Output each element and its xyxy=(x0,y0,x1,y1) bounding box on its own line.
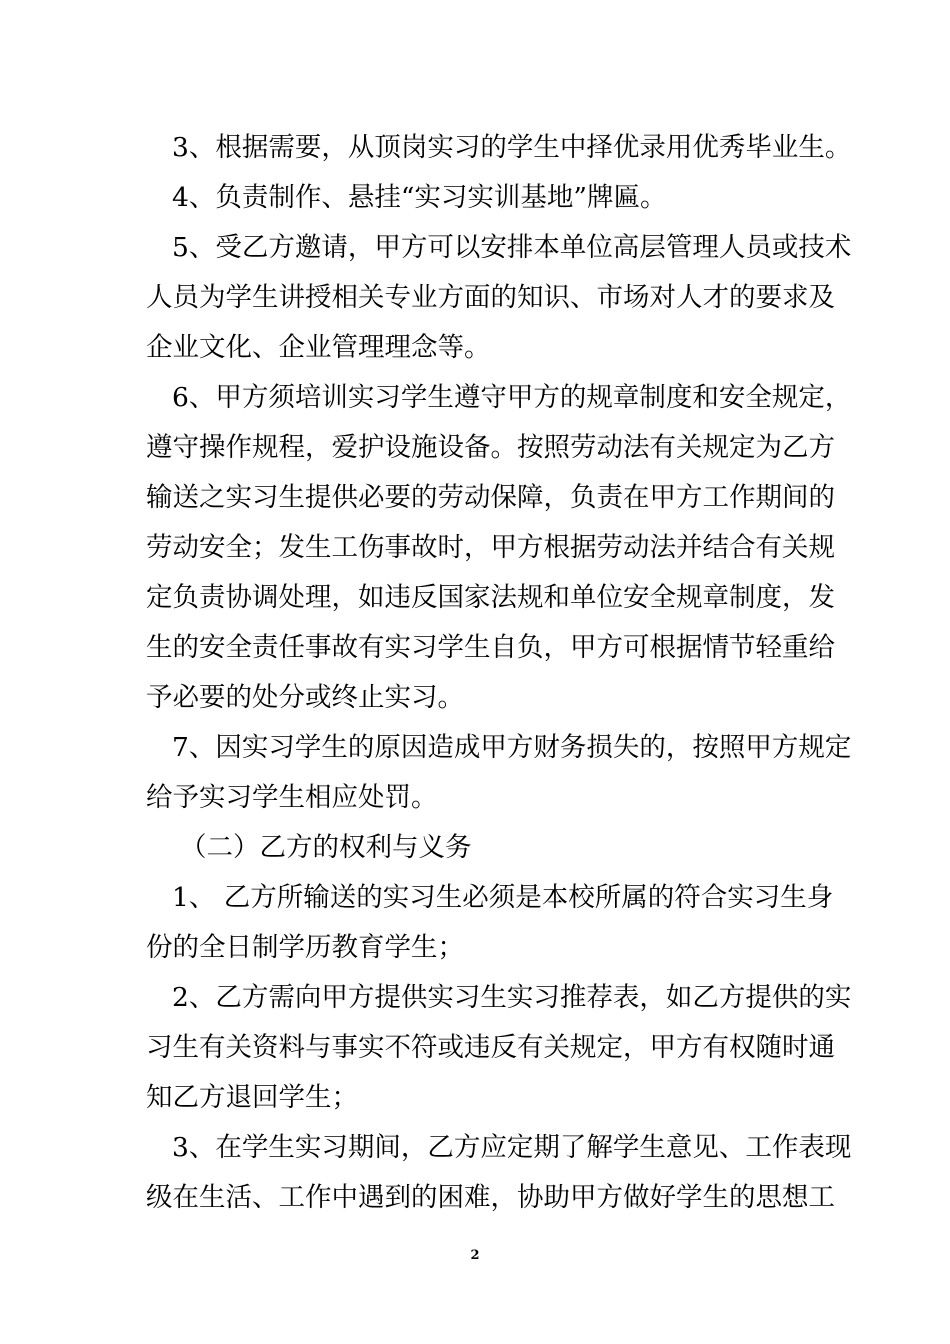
text-line: 4、负责制作、悬挂“实习实训基地”牌匾。 xyxy=(172,182,667,213)
text-line: 3、根据需要，从顶岗实习的学生中择优录用优秀毕业生。 xyxy=(172,132,852,163)
text-line: 7、因实习学生的原因造成甲方财务损失的，按照甲方规定 xyxy=(172,732,852,763)
text-line: 份的全日制学历教育学生； xyxy=(146,932,464,963)
text-line: 遵守操作规程，爱护设施设备。按照劳动法有关规定为乙方 xyxy=(146,432,835,463)
text-line: 习生有关资料与事实不符或违反有关规定，甲方有权随时通 xyxy=(146,1032,835,1063)
text-line: 2、乙方需向甲方提供实习生实习推荐表，如乙方提供的实 xyxy=(172,982,852,1013)
text-line: 知乙方退回学生； xyxy=(146,1082,358,1113)
text-line: 1、 乙方所输送的实习生必须是本校所属的符合实习生身 xyxy=(172,882,834,913)
text-line: 输送之实习生提供必要的劳动保障，负责在甲方工作期间的 xyxy=(146,482,835,513)
text-line: 定负责协调处理，如违反国家法规和单位安全规章制度，发 xyxy=(146,582,835,613)
section-heading: （二）乙方的权利与义务 xyxy=(180,832,472,863)
text-line: 劳动安全；发生工伤事故时，甲方根据劳动法并结合有关规 xyxy=(146,532,835,563)
page-number: 2 xyxy=(470,1248,480,1263)
text-line: 3、在学生实习期间，乙方应定期了解学生意见、工作表现 xyxy=(172,1132,852,1163)
text-line: 予必要的处分或终止实习。 xyxy=(146,682,464,713)
text-line: 人员为学生讲授相关专业方面的知识、市场对人才的要求及 xyxy=(146,282,835,313)
text-line: 级在生活、工作中遇到的困难，协助甲方做好学生的思想工 xyxy=(146,1182,835,1213)
text-line: 企业文化、企业管理理念等。 xyxy=(146,332,491,363)
text-line: 给予实习学生相应处罚。 xyxy=(146,782,438,813)
text-line: 5、受乙方邀请，甲方可以安排本单位高层管理人员或技术 xyxy=(172,232,852,263)
text-line: 生的安全责任事故有实习学生自负，甲方可根据情节轻重给 xyxy=(146,632,835,663)
text-line: 6、甲方须培训实习学生遵守甲方的规章制度和安全规定， xyxy=(172,382,852,413)
